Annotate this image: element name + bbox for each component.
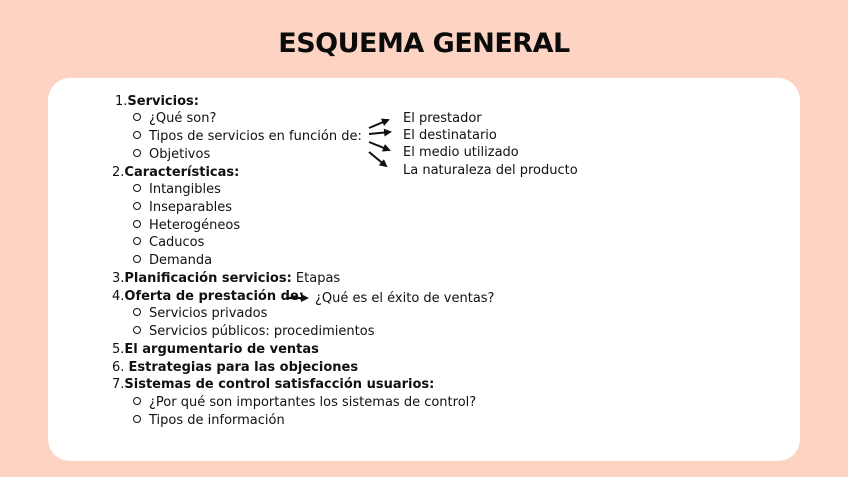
arrow-icon <box>369 142 389 150</box>
target-item: La naturaleza del producto <box>403 163 578 178</box>
item-5: 5.El argumentario de ventas <box>112 342 319 357</box>
sub-item: Tipos de información <box>133 412 285 429</box>
arrow-icon <box>369 132 390 134</box>
item-4: 4.Oferta de prestación de: <box>112 289 304 304</box>
sub-item: ¿Qué son? <box>133 110 216 127</box>
sub-item: Caducos <box>133 234 204 251</box>
target-item: ¿Qué es el éxito de ventas? <box>315 291 495 306</box>
item-6: 6. Estrategias para las objeciones <box>112 360 359 375</box>
item-7: 7.Sistemas de control satisfacción usuarios: <box>112 377 435 392</box>
item-heading: Planificación servicios: <box>124 271 292 286</box>
sub-item: Inseparables <box>133 199 232 216</box>
item-heading: Estrategias para las objeciones <box>128 360 359 375</box>
sub-item: Demanda <box>133 252 212 269</box>
arrow-icon <box>369 152 386 166</box>
sub-item: Servicios públicos: procedimientos <box>133 323 374 340</box>
item-heading: Oferta de prestación de: <box>124 289 304 304</box>
item-3: 3.Planificación servicios: Etapas <box>112 271 341 286</box>
sub-item: Intangibles <box>133 181 221 198</box>
item-heading: Características: <box>124 165 240 180</box>
sub-item: Heterogéneos <box>133 217 240 234</box>
arrow-icon <box>369 120 388 128</box>
item-heading: Sistemas de control satisfacción usuarios: <box>124 377 435 392</box>
item-heading: Servicios: <box>127 94 199 109</box>
sub-item: Servicios privados <box>133 305 267 322</box>
item-heading: El argumentario de ventas <box>124 342 319 357</box>
item-number: 1. <box>115 94 128 109</box>
sub-item: Tipos de servicios en función de: <box>133 128 362 145</box>
target-item: El prestador <box>403 111 482 126</box>
target-item: El medio utilizado <box>403 145 519 160</box>
sub-item: Objetivos <box>133 146 210 163</box>
page-title: ESQUEMA GENERAL <box>278 28 570 59</box>
sub-item: ¿Por qué son importantes los sistemas de control? <box>133 394 476 411</box>
target-item: El destinatario <box>403 128 497 143</box>
item-2: 2.Características: <box>112 165 240 180</box>
